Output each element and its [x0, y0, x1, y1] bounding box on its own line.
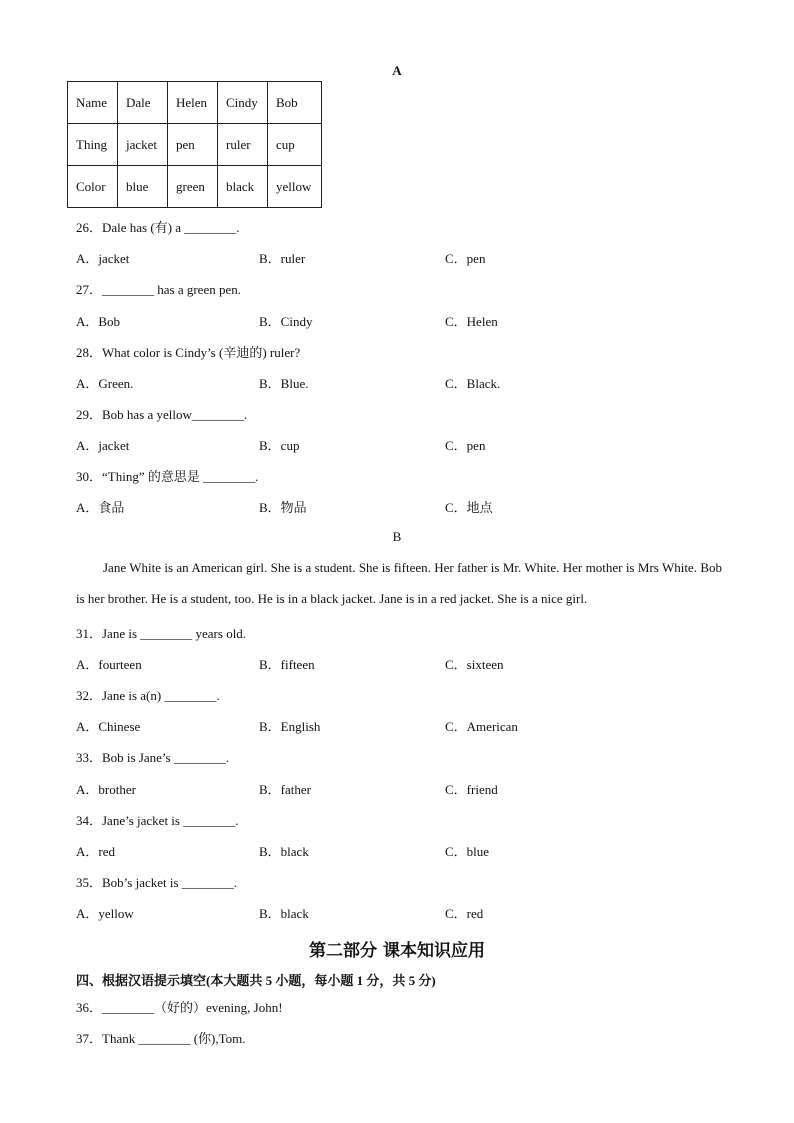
- option-c: C．地点: [445, 500, 493, 515]
- reading-passage: Jane White is an American girl. She is a student. She is fifteen. Her father is Mr. White. Her mother is Mrs White. Bob is her brother. He is a student, too. He is in a black jacket. Jane is in a red jacket. She is a nice girl.: [76, 560, 722, 606]
- table-cell: blue: [118, 166, 168, 208]
- section-four-heading: 四、根据汉语提示填空(本大题共 5 小题，每小题 1 分，共 5 分): [76, 973, 436, 988]
- fill-in-question: 37．Thank ________ (你),Tom.: [76, 1031, 246, 1046]
- table-row: [68, 166, 322, 208]
- option-b: B．father: [259, 782, 311, 797]
- option-c: C．sixteen: [445, 657, 504, 672]
- question-stem: 32．Jane is a(n) ________.: [76, 688, 220, 703]
- table-cell: Name: [68, 82, 118, 124]
- option-c: C．pen: [445, 438, 486, 453]
- table-row: [68, 124, 322, 166]
- table-cell: Cindy: [218, 82, 268, 124]
- table-cell: pen: [168, 124, 218, 166]
- table-cell: Dale: [118, 82, 168, 124]
- option-c: C．friend: [445, 782, 498, 797]
- option-a: A．Bob: [76, 314, 121, 329]
- option-b: B．black: [259, 844, 309, 859]
- option-b: B．ruler: [259, 251, 306, 266]
- table-cell: yellow: [268, 166, 322, 208]
- table-cell: ruler: [218, 124, 268, 166]
- section-b-title: B: [392, 529, 402, 544]
- option-a: A．jacket: [76, 251, 130, 266]
- question-stem: 34．Jane’s jacket is ________.: [76, 813, 239, 828]
- option-b: B．物品: [259, 500, 307, 515]
- question-stem: 31．Jane is ________ years old.: [76, 626, 247, 641]
- section-a-title: A: [392, 63, 402, 78]
- question-stem: 33．Bob is Jane’s ________.: [76, 750, 230, 765]
- option-a: A．Green.: [76, 376, 134, 391]
- question-stem: 29．Bob has a yellow________.: [76, 407, 248, 422]
- part-two-title: 第二部分 课本知识应用: [309, 941, 485, 961]
- fill-in-question: 36．________（好的）evening, John!: [76, 1000, 283, 1015]
- option-a: A．red: [76, 844, 115, 859]
- question-stem: 26．Dale has (有) a ________.: [76, 220, 240, 235]
- table-cell: green: [168, 166, 218, 208]
- table-cell: Helen: [168, 82, 218, 124]
- table-cell: black: [218, 166, 268, 208]
- table-cell: jacket: [118, 124, 168, 166]
- option-a: A．yellow: [76, 906, 134, 921]
- option-b: B．Blue.: [259, 376, 309, 391]
- option-c: C．American: [445, 719, 518, 734]
- question-stem: 28．What color is Cindy’s (辛迪的) ruler?: [76, 345, 301, 360]
- question-stem: 35．Bob’s jacket is ________.: [76, 875, 238, 890]
- question-stem: 27．________ has a green pen.: [76, 282, 241, 297]
- option-a: A．jacket: [76, 438, 130, 453]
- table-cell: cup: [268, 124, 322, 166]
- info-table: [67, 81, 322, 208]
- option-b: B．Cindy: [259, 314, 313, 329]
- table-cell: Thing: [68, 124, 118, 166]
- option-c: C．blue: [445, 844, 490, 859]
- table-cell: Color: [68, 166, 118, 208]
- option-c: C．Helen: [445, 314, 498, 329]
- option-a: A．Chinese: [76, 719, 141, 734]
- option-a: A．fourteen: [76, 657, 142, 672]
- option-c: C．pen: [445, 251, 486, 266]
- option-b: B．English: [259, 719, 321, 734]
- option-a: A．brother: [76, 782, 136, 797]
- option-c: C．Black.: [445, 376, 501, 391]
- option-a: A．食品: [76, 500, 125, 515]
- option-b: B．cup: [259, 438, 300, 453]
- option-b: B．black: [259, 906, 309, 921]
- option-b: B．fifteen: [259, 657, 315, 672]
- question-stem: 30．“Thing” 的意思是 ________.: [76, 469, 259, 484]
- table-cell: Bob: [268, 82, 322, 124]
- option-c: C．red: [445, 906, 484, 921]
- table-row: [68, 82, 322, 124]
